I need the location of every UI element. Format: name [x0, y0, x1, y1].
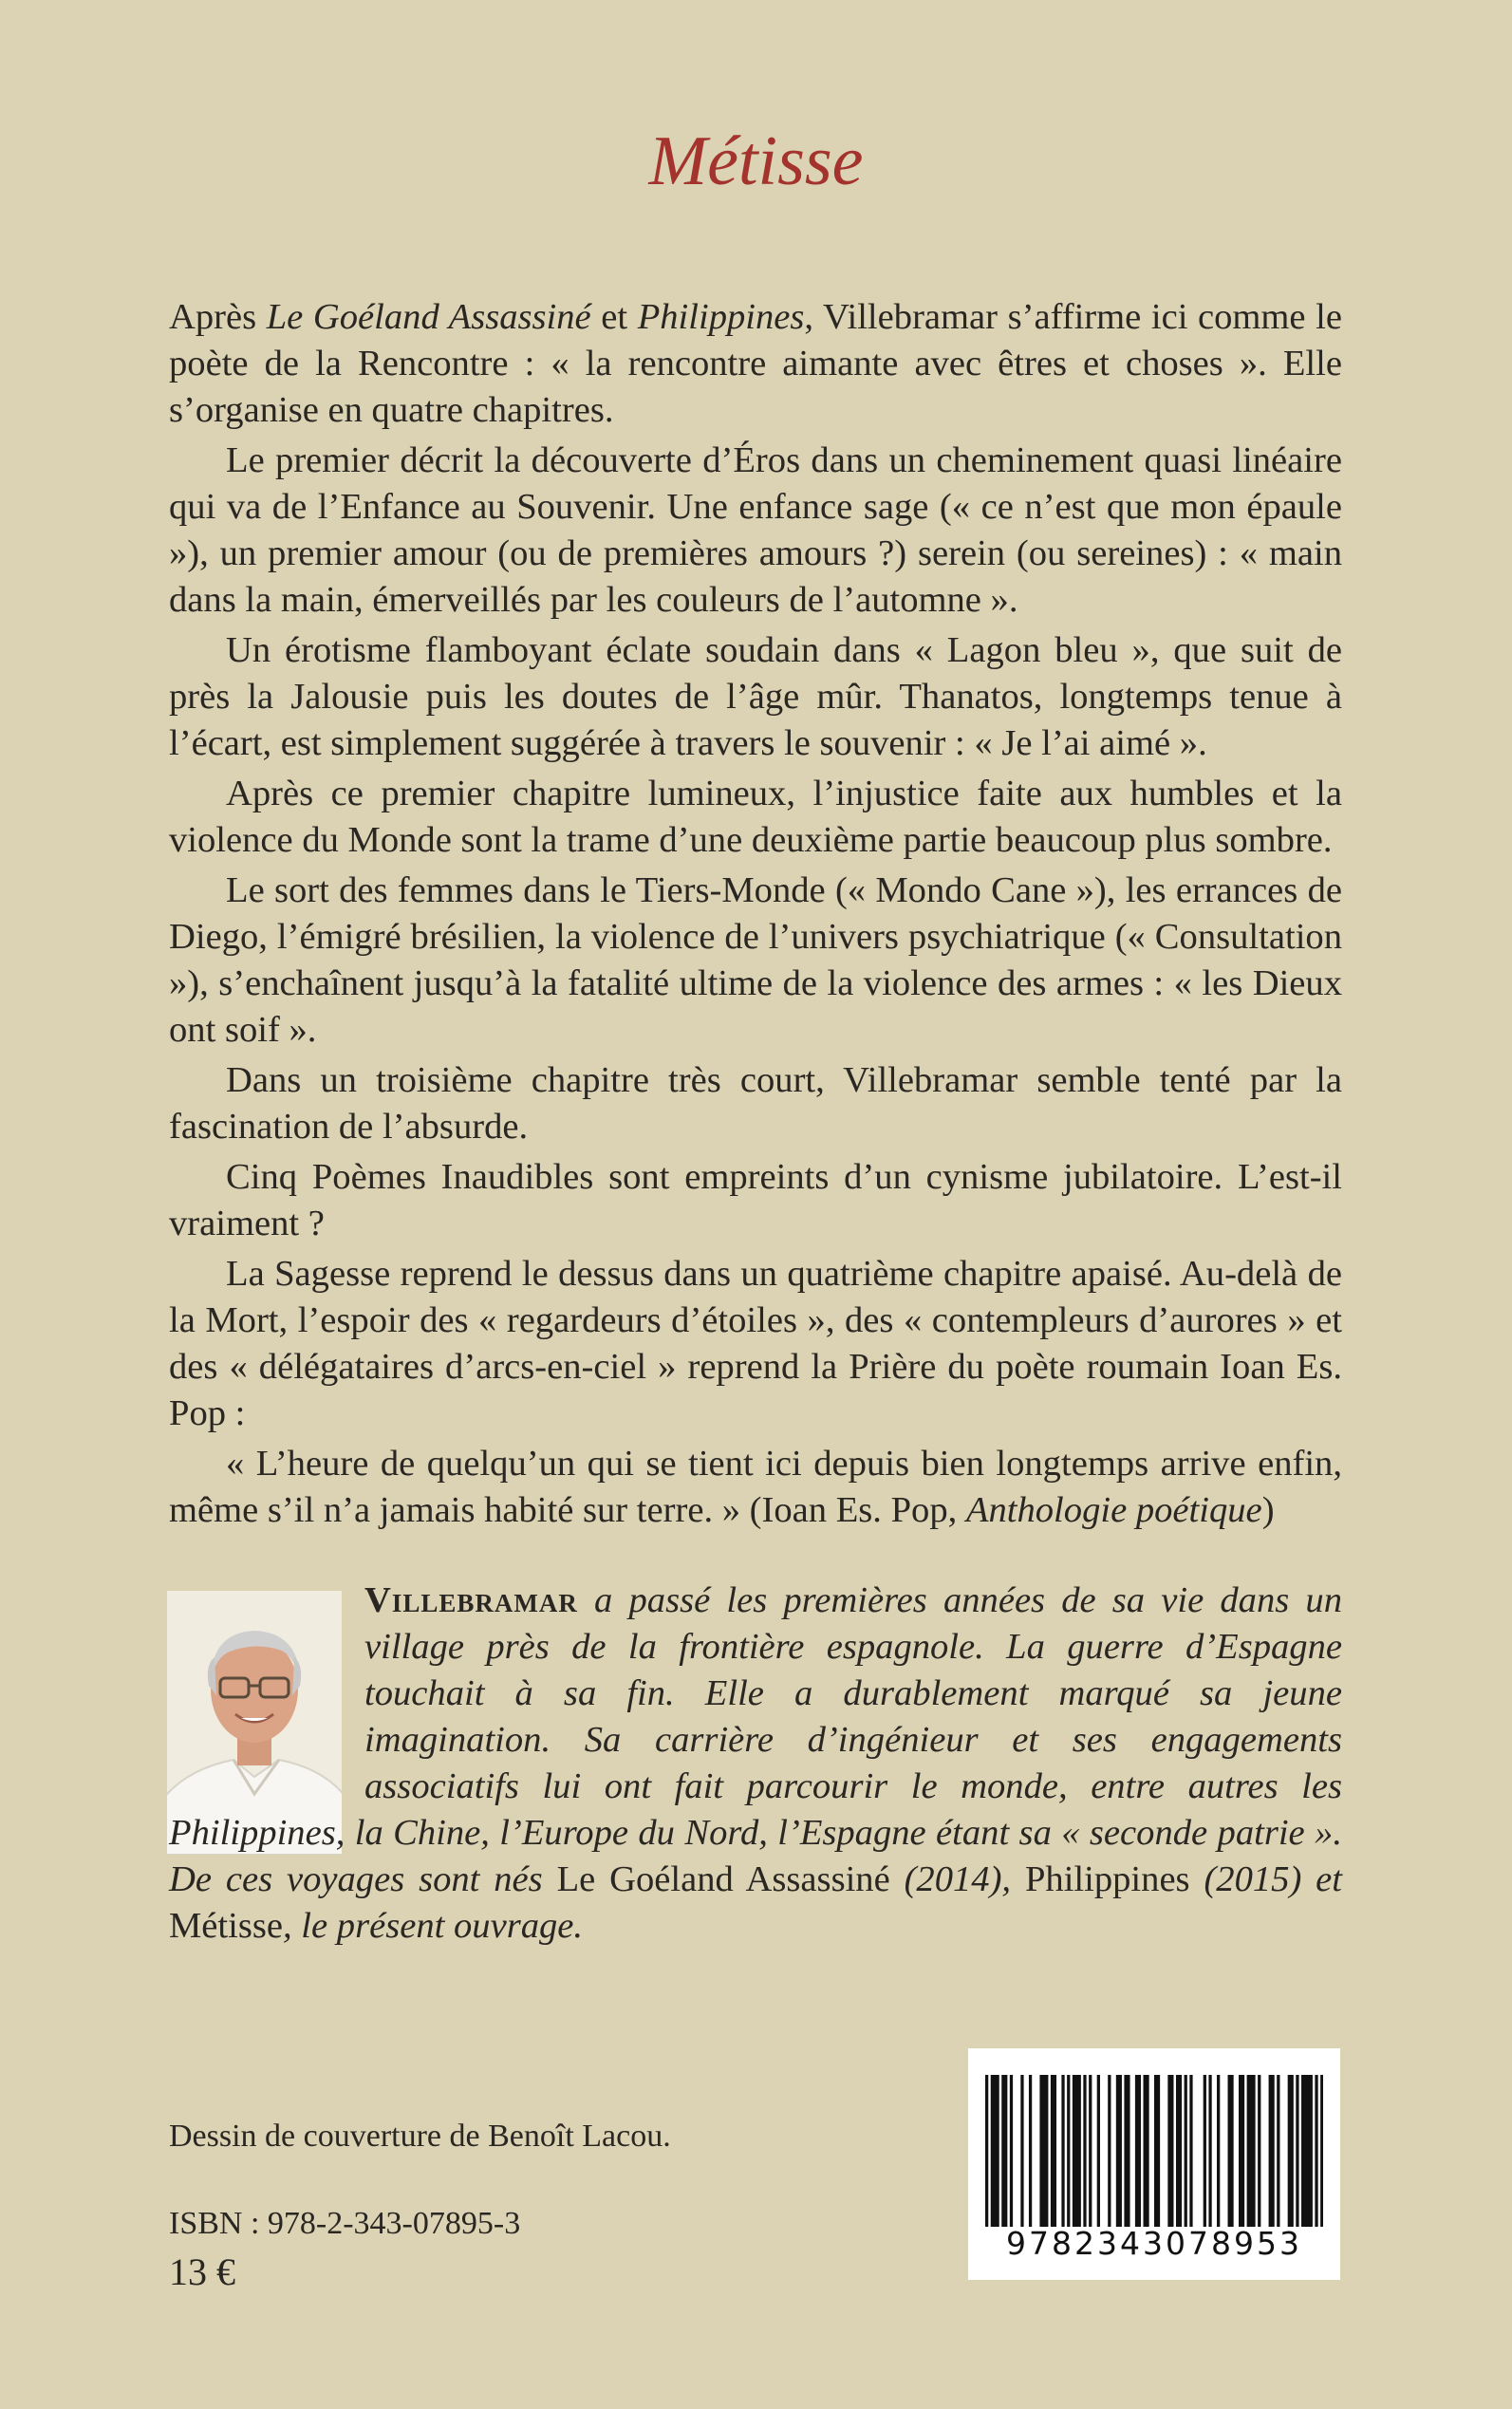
- barcode-bar: [1208, 2075, 1211, 2227]
- book-title: Métisse: [648, 122, 864, 200]
- isbn: ISBN : 978-2-343-07895-3: [169, 2206, 521, 2241]
- blurb-paragraph: La Sagesse reprend le dessus dans un quatrième chapitre apaisé. Au-delà de la Mort, l’espoir des « regardeurs d’étoiles », des « contempleurs d’aurores » et des « délégataires d’arcs-en-ciel » reprend la Prière du poète roumain Ioan Es. Pop :: [169, 1254, 1342, 1433]
- barcode-bar: [1051, 2075, 1054, 2227]
- book-title-ref: Anthologie poétique: [965, 1490, 1262, 1530]
- cover-credit: Dessin de couverture de Benoît Lacou.: [169, 2119, 671, 2154]
- blurb-text: Après: [169, 297, 267, 337]
- barcode-bar: [1061, 2075, 1064, 2227]
- barcode-bar: [1269, 2075, 1272, 2227]
- barcode-bar: [1154, 2075, 1157, 2227]
- barcode-bar: [1271, 2075, 1274, 2227]
- blurb-paragraph: Après ce premier chapitre lumineux, l’injustice faite aux humbles et la violence du Monde sont la trame d’une deuxième partie beaucoup plus sombre.: [169, 774, 1342, 860]
- blurb-text: , Villebramar s’affirme ici comme le poète de la Rencontre : « la rencontre aimante avec êtres et choses ». Elle s’organise en quatre chapitres.: [169, 297, 1342, 430]
- barcode-bar: [1020, 2075, 1023, 2227]
- barcode-bar: [1029, 2075, 1032, 2227]
- blurb-paragraph: Le premier décrit la découverte d’Éros dans un cheminement quasi linéaire qui va de l’Enfance au Souvenir. Une enfance sage (« ce n’est que mon épaule »), un premier amour (ou de premières amours ?) serein (ou sereines) : « main dans la main, émerveillés par les couleurs de l’automne ».: [169, 440, 1342, 620]
- barcode-bar: [1004, 2075, 1007, 2227]
- barcode-number: 9782343078953: [1006, 2225, 1302, 2262]
- blurb-paragraph: Un érotisme flamboyant éclate soudain dans « Lagon bleu », que suit de près la Jalousie puis les doutes de l’âge mûr. Thanatos, longtemps tenue à l’écart, est simplement suggérée à travers le souvenir : « Je l’ai aimé ».: [169, 630, 1342, 763]
- bio-text: (2014),: [889, 1859, 1025, 1899]
- barcode-bar: [1116, 2075, 1119, 2227]
- barcode-bar: [1291, 2075, 1294, 2227]
- barcode-bar: [1097, 2075, 1100, 2227]
- barcode-bar: [1042, 2075, 1045, 2227]
- barcode-bar: [991, 2075, 994, 2227]
- barcode-bar: [1075, 2075, 1078, 2227]
- blurb-paragraph: Dans un troisième chapitre très court, Villebramar semble tenté par la fascination de l’absurde.: [169, 1060, 1342, 1147]
- book-title-ref: Le Goéland Assassiné: [266, 297, 591, 337]
- barcode-bar: [1310, 2075, 1313, 2227]
- barcode-bar: [1230, 2075, 1233, 2227]
- barcode-bar: [1108, 2075, 1111, 2227]
- barcode-bar: [1241, 2075, 1244, 2227]
- barcode-bar: [1124, 2075, 1127, 2227]
- barcode-bar: [996, 2075, 999, 2227]
- barcode-bar: [1001, 2075, 1004, 2227]
- book-title-ref: Le Goéland Assassiné: [556, 1859, 890, 1899]
- barcode-bar: [1039, 2075, 1042, 2227]
- photo-spacer: [169, 1578, 364, 1805]
- barcode-bar: [1010, 2075, 1013, 2227]
- book-title-ref: Philippines: [1024, 1859, 1190, 1899]
- barcode-bar: [1189, 2075, 1192, 2227]
- quote-text: ): [1261, 1490, 1275, 1530]
- barcode-bar: [1167, 2075, 1170, 2227]
- barcode: [968, 2048, 1340, 2280]
- barcode-bar: [1304, 2075, 1307, 2227]
- blurb-paragraph: Le sort des femmes dans le Tiers-Monde (« Mondo Cane »), les errances de Diego, l’émigré brésilien, la violence de l’univers psychiatrique (« Consultation »), s’enchaînent jusqu’à la fatalité ultime de la violence des armes : « les Dieux ont soif ».: [169, 870, 1342, 1050]
- barcode-bar: [1146, 2075, 1148, 2227]
- book-title-ref: Philippines: [637, 297, 805, 337]
- barcode-bar: [1249, 2075, 1252, 2227]
- barcode-bar: [1228, 2075, 1231, 2227]
- barcode-bar: [1144, 2075, 1147, 2227]
- barcode-bar: [1073, 2075, 1075, 2227]
- barcode-bar: [994, 2075, 997, 2227]
- back-cover-blurb: [169, 294, 1342, 1538]
- barcode-bar: [1179, 2075, 1182, 2227]
- barcode-bar: [1204, 2075, 1206, 2227]
- barcode-bar: [1320, 2075, 1323, 2227]
- barcode-bar: [1185, 2075, 1187, 2227]
- blurb-text: et: [590, 297, 638, 337]
- barcode-bar: [1277, 2075, 1279, 2227]
- barcode-bar: [1307, 2075, 1310, 2227]
- blurb-quote: [169, 1441, 1342, 1534]
- barcode-bar: [1067, 2075, 1070, 2227]
- barcode-bar: [1157, 2075, 1160, 2227]
- barcode-bar: [1301, 2075, 1304, 2227]
- barcode-bar: [1045, 2075, 1048, 2227]
- barcode-bar: [1135, 2075, 1138, 2227]
- barcode-bar: [1078, 2075, 1081, 2227]
- blurb-paragraph: Cinq Poèmes Inaudibles sont empreints d’un cynisme jubilatoire. L’est-il vraiment ?: [169, 1157, 1342, 1243]
- author-name: Villebramar: [364, 1580, 578, 1620]
- blurb-paragraph: [169, 294, 1342, 434]
- barcode-bar: [1119, 2075, 1122, 2227]
- barcode-bar: [1176, 2075, 1179, 2227]
- barcode-bar: [1083, 2075, 1086, 2227]
- barcode-bar: [1247, 2075, 1250, 2227]
- barcode-bar: [1138, 2075, 1141, 2227]
- quote-text: « L’heure de quelqu’un qui se tient ici depuis bien longtemps arrive enfin, même s’il n’a jamais habité sur terre. » (Ioan Es. Pop,: [169, 1444, 1342, 1530]
- barcode-bar: [1258, 2075, 1260, 2227]
- book-title-ref: Métisse: [169, 1906, 284, 1946]
- barcode-bar: [1288, 2075, 1291, 2227]
- barcode-bar: [1315, 2075, 1317, 2227]
- barcode-bar: [1127, 2075, 1129, 2227]
- barcode-bar: [1217, 2075, 1220, 2227]
- bio-text: (2015) et: [1189, 1859, 1342, 1899]
- barcode-bar: [1170, 2075, 1173, 2227]
- barcode-bars: [985, 2075, 1323, 2227]
- barcode-bar: [1252, 2075, 1255, 2227]
- author-bio: [169, 1578, 1342, 1950]
- barcode-bar: [1089, 2075, 1092, 2227]
- barcode-bar: [985, 2075, 988, 2227]
- barcode-bar: [1239, 2075, 1241, 2227]
- price: 13 €: [169, 2250, 235, 2293]
- bio-text: a passé les premières années de sa vie dans un village près de la frontière espagnole. La guerre d’Espagne touchait à sa fin. Elle a durablement marqué sa jeune imagination. Sa carrière d’ingénieur et ses engagements associatifs lui ont fait parcourir le monde, entre autres les Philippines, la Chine, l’Europe du Nord, l’Espagne étant sa « seconde patrie ». De ces voyages sont nés: [169, 1580, 1342, 1899]
- barcode-bar: [1296, 2075, 1298, 2227]
- barcode-bar: [1054, 2075, 1056, 2227]
- bio-text: , le présent ouvrage.: [283, 1906, 584, 1946]
